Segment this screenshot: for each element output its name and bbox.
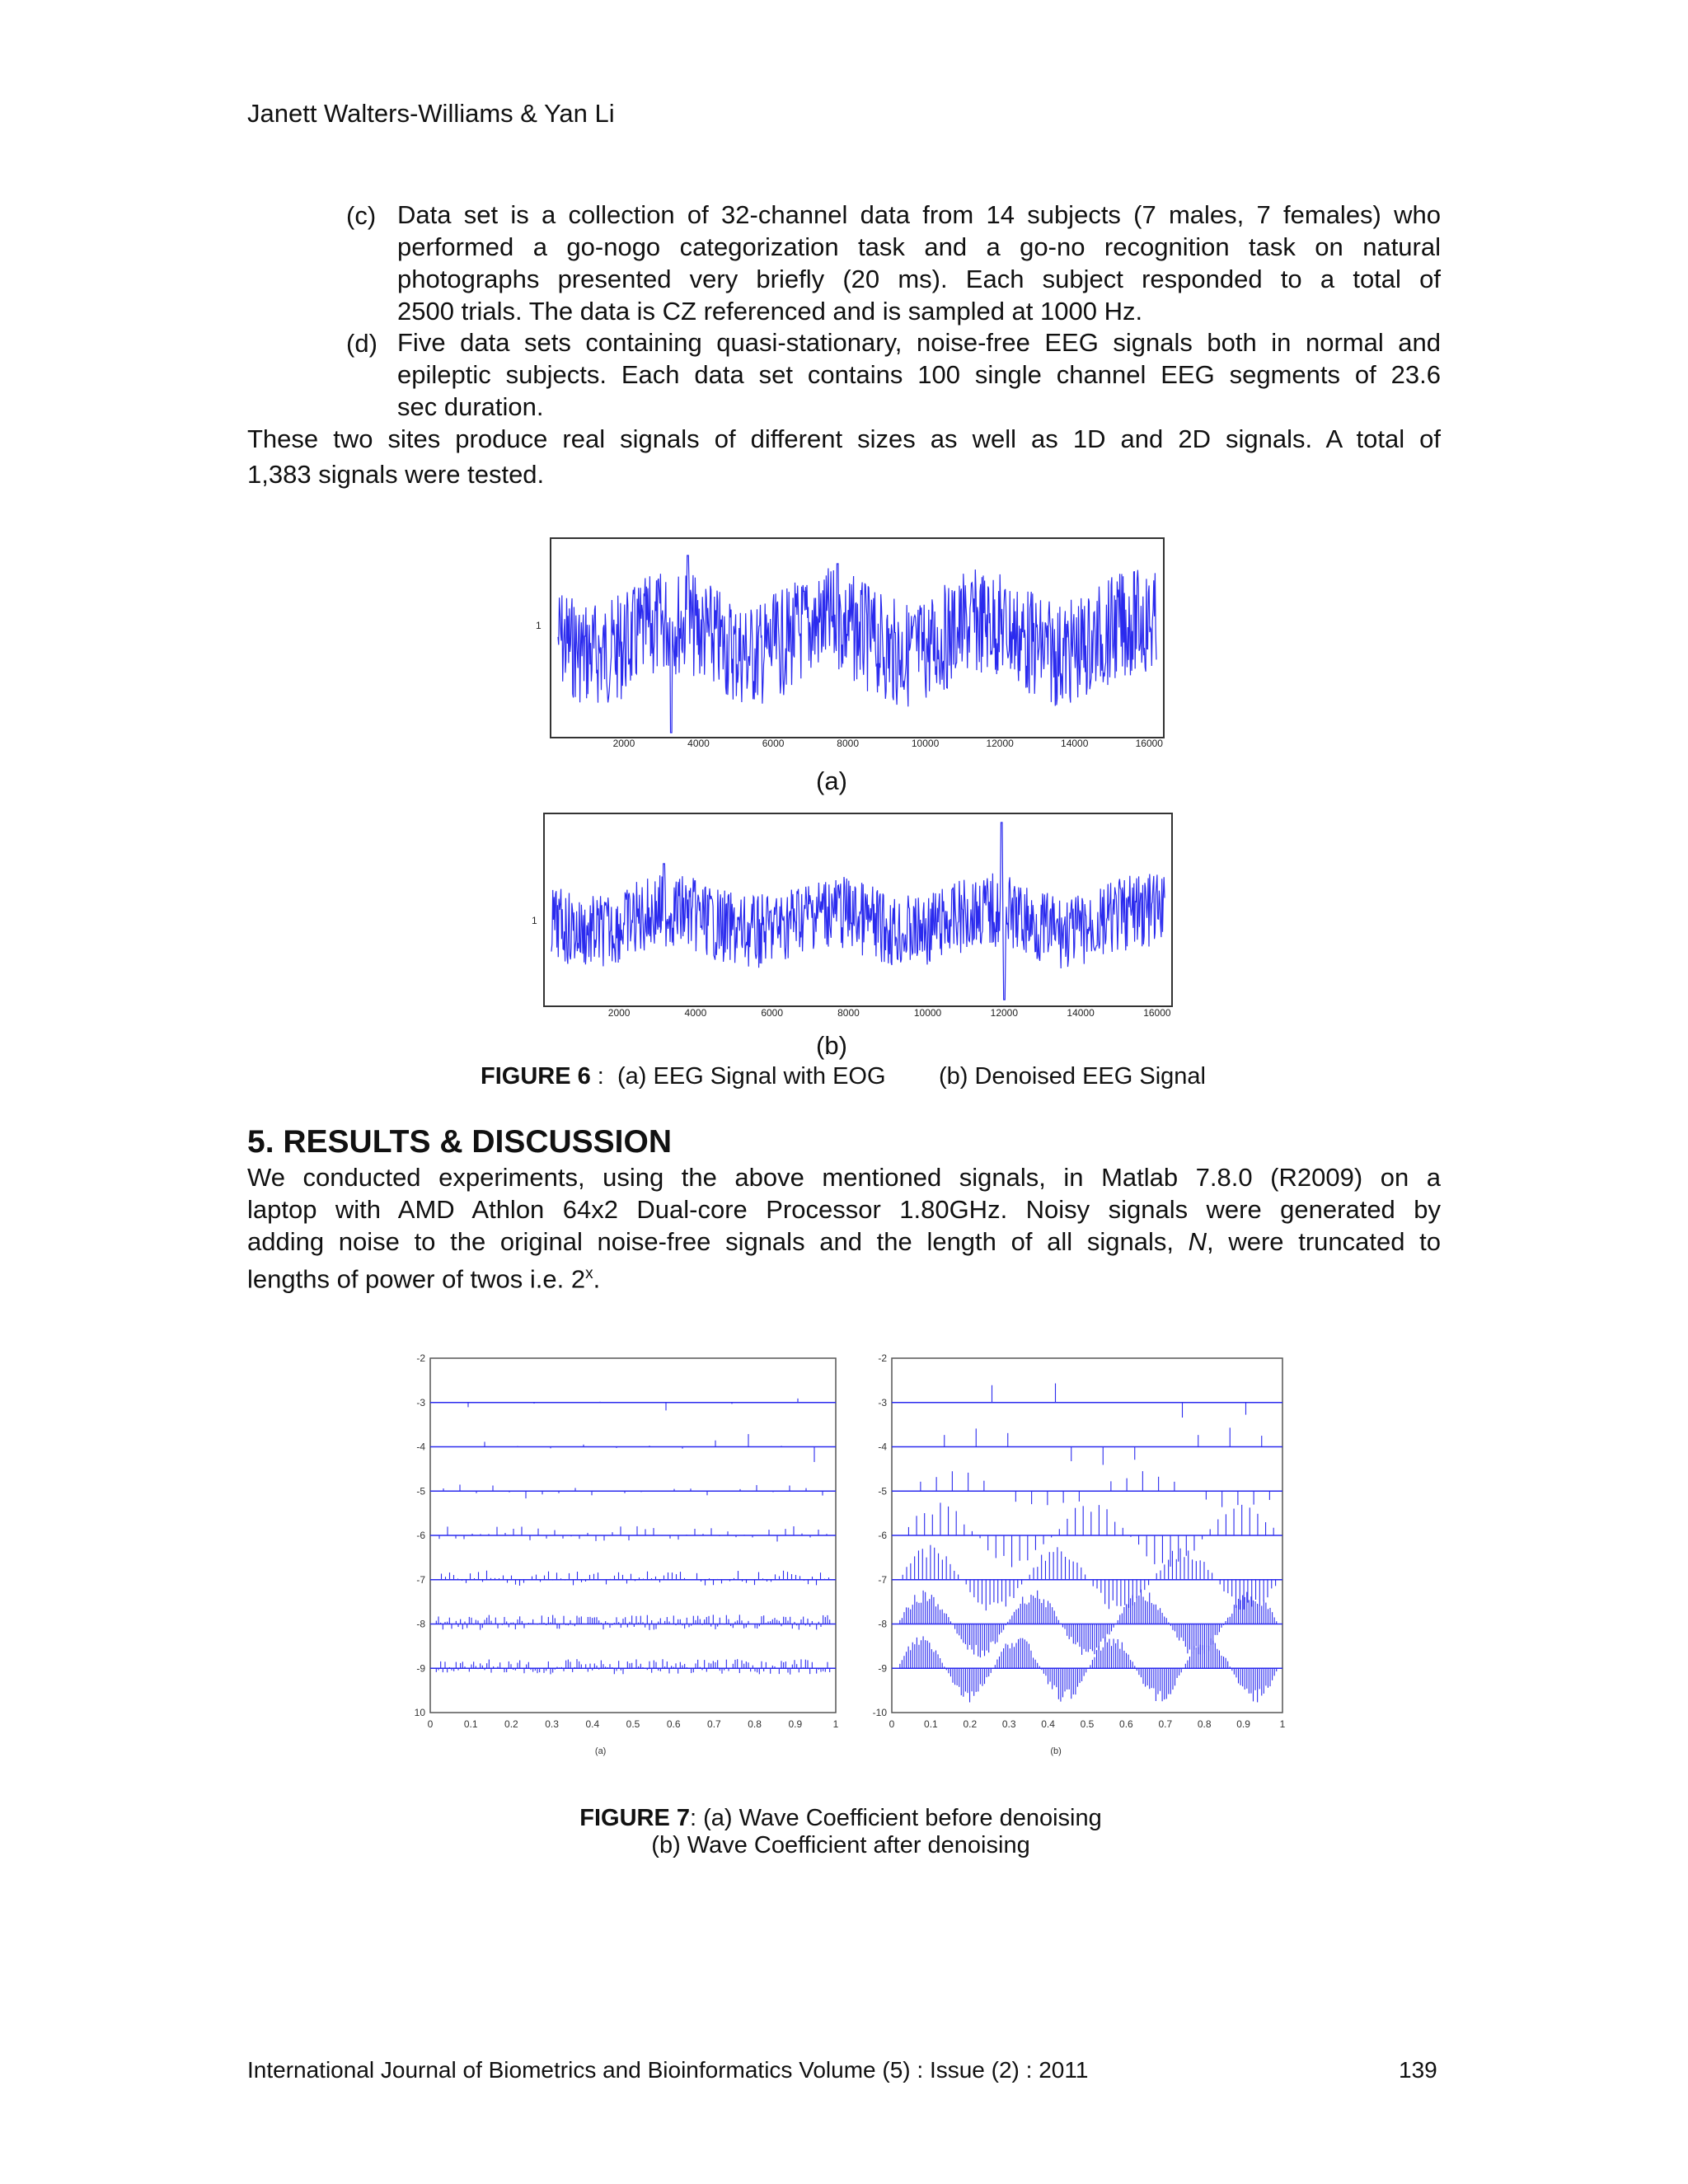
x-tick-label: 0.1: [463, 1718, 478, 1730]
page-number: 139: [1399, 2057, 1437, 2083]
running-header: Janett Walters-Williams & Yan Li: [247, 99, 615, 128]
superscript-x: x: [585, 1265, 593, 1282]
x-tick-label: 0.5: [626, 1718, 640, 1730]
list-line: 2500 trials. The data is CZ referenced and is sampled at 1000 Hz.: [397, 297, 1143, 326]
figure7-caption-text: : (a) Wave Coefficient before denoising: [690, 1805, 1102, 1831]
y-tick-label: -4: [878, 1441, 887, 1453]
list-line: photographs presented very briefly (20 ms). Each subject responded to a total of: [397, 265, 1441, 293]
wavelet-coefficients-figure: [414, 1343, 1286, 1772]
para-text: lengths of power of twos i.e. 2: [247, 1264, 586, 1294]
y-tick-label: -4: [416, 1441, 425, 1453]
y-tick-label: -9: [878, 1662, 887, 1675]
y-tick-label: -6: [416, 1530, 425, 1541]
list-line: performed a go-nogo categorization task and a go-no recognition task on natural: [397, 232, 1441, 261]
y-tick-label: -3: [416, 1396, 425, 1408]
x-tick-label: 0.7: [707, 1718, 721, 1730]
x-tick-label: 0: [427, 1718, 434, 1730]
y-tick-label: -3: [878, 1396, 887, 1408]
y-tick-label: -7: [416, 1573, 425, 1586]
list-label: (c): [346, 201, 377, 230]
y-tick-label: -7: [878, 1573, 887, 1586]
eeg-signal-line: [551, 823, 1165, 1000]
y-tick-label: -5: [416, 1485, 425, 1497]
x-tick-label: 0.6: [666, 1718, 681, 1730]
eeg-plot-b: [543, 813, 1173, 1007]
x-tick-label: 0.7: [1158, 1718, 1173, 1730]
list-line: Five data sets containing quasi-stationary, noise-free EEG signals both in normal and: [397, 328, 1441, 357]
eeg-signal-line: [558, 555, 1156, 733]
paragraph-line: [247, 1258, 600, 1295]
x-tick-label: 0.8: [1197, 1718, 1212, 1730]
list-line: Data set is a collection of 32-channel data from 14 subjects (7 males, 7 females) who: [397, 200, 1441, 229]
paragraph-line: 1,383 signals were tested.: [247, 460, 545, 489]
paragraph-line: [247, 1226, 1441, 1258]
x-tick-label: 0.2: [963, 1718, 978, 1730]
x-tick-label: 2000: [607, 1007, 631, 1019]
section-heading: 5. RESULTS & DISCUSSION: [247, 1124, 673, 1160]
figure6-label-b: (b): [816, 1031, 847, 1060]
eeg-signal-a-svg: [551, 539, 1163, 737]
x-tick-label: 0.4: [585, 1718, 600, 1730]
eeg-plot-a: [550, 537, 1165, 738]
x-tick-label: 6000: [761, 1007, 784, 1019]
x-tick-label: 16000: [1143, 1007, 1171, 1019]
paragraph-line: laptop with AMD Athlon 64x2 Dual-core Processor 1.80GHz. Noisy signals were generated by: [247, 1195, 1441, 1224]
x-tick-label: 0.3: [1001, 1718, 1016, 1730]
x-tick-label: 14000: [1061, 738, 1089, 749]
y-tick-label: 1: [536, 620, 542, 631]
x-tick-label: 2000: [612, 738, 635, 749]
para-text: , were truncated to: [1207, 1227, 1442, 1256]
x-tick-label: 8000: [837, 738, 859, 749]
x-tick-label: 0.9: [788, 1718, 803, 1730]
eeg-signal-b-svg: [545, 814, 1171, 1005]
y-tick-label: -8: [416, 1618, 425, 1630]
figure7-caption-line2: (b) Wave Coefficient after denoising: [651, 1832, 1030, 1858]
x-tick-label: 0.5: [1080, 1718, 1095, 1730]
x-tick-label: 6000: [762, 738, 785, 749]
para-text: adding noise to the original noise-free signals and the length of all signals,: [247, 1227, 1189, 1256]
x-tick-label: 1: [832, 1718, 839, 1730]
italic-n: N: [1188, 1227, 1207, 1256]
y-tick-label: -2: [878, 1352, 887, 1364]
y-tick-label: -6: [878, 1530, 887, 1541]
y-tick-label: -9: [416, 1662, 425, 1675]
figure6-caption-text: : (a) EEG Signal with EOG (b) Denoised EEG Signal: [590, 1063, 1206, 1090]
figure7-caption: [577, 1805, 1104, 1859]
list-label: (d): [346, 329, 377, 358]
x-tick-label: 10000: [911, 738, 940, 749]
x-tick-label: 0.6: [1119, 1718, 1133, 1730]
para-text: .: [593, 1264, 601, 1294]
x-tick-label: 0.2: [504, 1718, 518, 1730]
x-tick-label: 14000: [1067, 1007, 1095, 1019]
paragraph-line: We conducted experiments, using the above mentioned signals, in Matlab 7.8.0 (R2009) on a: [247, 1163, 1441, 1192]
x-tick-label: 0.8: [748, 1718, 762, 1730]
figure6-caption: [481, 1063, 1206, 1090]
x-tick-label: 16000: [1135, 738, 1163, 749]
x-tick-label: 4000: [684, 1007, 707, 1019]
panel-label: (a): [594, 1746, 607, 1756]
y-tick-label: 1: [532, 915, 537, 926]
x-tick-label: 12000: [990, 1007, 1019, 1019]
y-tick-label: -10: [872, 1707, 887, 1718]
figure6-label-a: (a): [816, 766, 847, 795]
figure6-caption-label: FIGURE 6: [481, 1063, 591, 1090]
x-tick-label: 10000: [913, 1007, 942, 1019]
x-tick-label: 12000: [986, 738, 1014, 749]
y-tick-label: 10: [414, 1707, 425, 1718]
x-tick-label: 0: [889, 1718, 895, 1730]
y-tick-label: -8: [878, 1618, 887, 1630]
y-tick-label: -5: [878, 1485, 887, 1497]
x-tick-label: 8000: [837, 1007, 860, 1019]
list-line: epileptic subjects. Each data set contains 100 single channel EEG segments of 23.6: [397, 360, 1441, 389]
panel-label: (b): [1050, 1746, 1062, 1756]
figure7-caption-label: FIGURE 7: [579, 1805, 691, 1831]
y-tick-label: -2: [416, 1352, 425, 1364]
x-tick-label: 0.4: [1041, 1718, 1055, 1730]
x-tick-label: 0.1: [924, 1718, 938, 1730]
list-line: sec duration.: [397, 392, 544, 421]
x-tick-label: 4000: [687, 738, 710, 749]
x-tick-label: 0.9: [1236, 1718, 1250, 1730]
x-tick-label: 1: [1279, 1718, 1286, 1730]
footer-journal: International Journal of Biometrics and Bioinformatics Volume (5) : Issue (2) : 2011: [247, 2057, 1089, 2083]
paragraph-line: These two sites produce real signals of different sizes as well as 1D and 2D signals. A total of: [247, 424, 1441, 453]
x-tick-label: 0.3: [545, 1718, 559, 1730]
